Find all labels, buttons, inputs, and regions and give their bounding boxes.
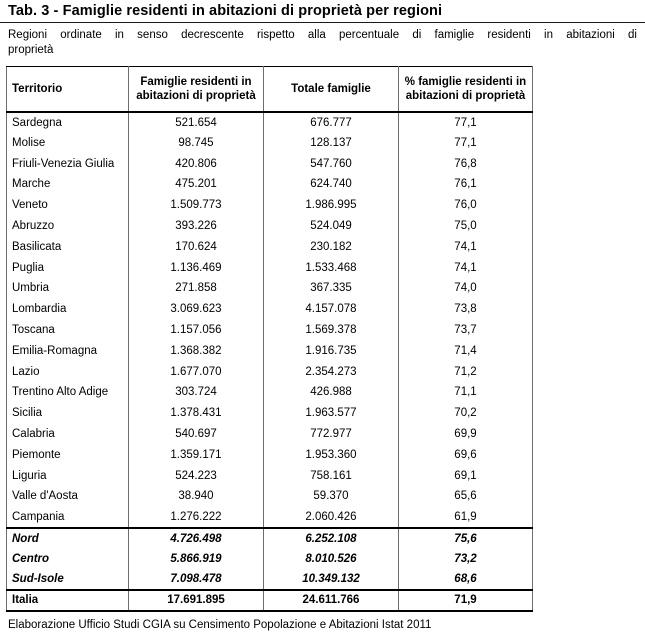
value-cell: 170.624 (129, 236, 264, 257)
territory-cell: Molise (7, 132, 129, 153)
value-cell: 758.161 (264, 465, 399, 486)
value-cell: 68,6 (399, 569, 533, 590)
subtitle (8, 28, 637, 57)
value-cell: 71,2 (399, 361, 533, 382)
header-percentuale: % famiglie residenti in abitazioni di proprietà (399, 67, 533, 112)
value-cell: 426.988 (264, 382, 399, 403)
value-cell: 69,9 (399, 424, 533, 445)
value-cell: 76,8 (399, 153, 533, 174)
value-cell: 5.866.919 (129, 548, 264, 569)
value-cell: 1.378.431 (129, 403, 264, 424)
territory-cell: Abruzzo (7, 216, 129, 237)
value-cell: 24.611.766 (264, 590, 399, 611)
value-cell: 75,0 (399, 216, 533, 237)
territory-cell: Piemonte (7, 444, 129, 465)
header-totale-famiglie: Totale famiglie (264, 67, 399, 112)
value-cell: 1.136.469 (129, 257, 264, 278)
value-cell: 73,7 (399, 320, 533, 341)
value-cell: 624.740 (264, 174, 399, 195)
territory-cell: Marche (7, 174, 129, 195)
value-cell: 71,9 (399, 590, 533, 611)
table-row (7, 548, 533, 569)
footer-note: Elaborazione Ufficio Studi CGIA su Censimento Popolazione e Abitazioni Istat 2011 (8, 618, 432, 631)
value-cell: 2.354.273 (264, 361, 399, 382)
territory-cell: Sardegna (7, 112, 129, 133)
value-cell: 69,6 (399, 444, 533, 465)
table-row (7, 195, 533, 216)
table-row (7, 444, 533, 465)
territory-cell: Friuli-Venezia Giulia (7, 153, 129, 174)
value-cell: 1.916.735 (264, 340, 399, 361)
value-cell: 1.276.222 (129, 507, 264, 528)
value-cell: 1.359.171 (129, 444, 264, 465)
value-cell: 77,1 (399, 132, 533, 153)
territory-cell: Lombardia (7, 299, 129, 320)
value-cell: 77,1 (399, 112, 533, 133)
territory-cell: Lazio (7, 361, 129, 382)
table-row (7, 112, 533, 133)
value-cell: 8.010.526 (264, 548, 399, 569)
value-cell: 420.806 (129, 153, 264, 174)
value-cell: 61,9 (399, 507, 533, 528)
territory-cell: Sud-Isole (7, 569, 129, 590)
data-table (6, 66, 533, 612)
value-cell: 1.963.577 (264, 403, 399, 424)
value-cell: 65,6 (399, 486, 533, 507)
value-cell: 2.060.426 (264, 507, 399, 528)
value-cell: 271.858 (129, 278, 264, 299)
value-cell: 6.252.108 (264, 528, 399, 549)
value-cell: 1.986.995 (264, 195, 399, 216)
table-row (7, 132, 533, 153)
table-row (7, 278, 533, 299)
value-cell: 74,1 (399, 257, 533, 278)
table-row (7, 299, 533, 320)
value-cell: 367.335 (264, 278, 399, 299)
value-cell: 73,2 (399, 548, 533, 569)
header-territorio: Territorio (7, 67, 129, 112)
value-cell: 1.368.382 (129, 340, 264, 361)
table-row (7, 507, 533, 528)
value-cell: 70,2 (399, 403, 533, 424)
table-row (7, 236, 533, 257)
value-cell: 7.098.478 (129, 569, 264, 590)
value-cell: 547.760 (264, 153, 399, 174)
value-cell: 4.157.078 (264, 299, 399, 320)
table-row (7, 153, 533, 174)
value-cell: 1.953.360 (264, 444, 399, 465)
title-rule (0, 0, 645, 23)
value-cell: 76,1 (399, 174, 533, 195)
table-row (7, 590, 533, 611)
territory-cell: Veneto (7, 195, 129, 216)
territory-cell: Valle d'Aosta (7, 486, 129, 507)
table-row (7, 424, 533, 445)
value-cell: 524.049 (264, 216, 399, 237)
table-header (7, 67, 533, 112)
table-row (7, 465, 533, 486)
table-row (7, 403, 533, 424)
value-cell: 98.745 (129, 132, 264, 153)
territory-cell: Nord (7, 528, 129, 549)
table-row (7, 569, 533, 590)
header-famiglie-proprieta: Famiglie residenti in abitazioni di proprietà (129, 67, 264, 112)
territory-cell: Puglia (7, 257, 129, 278)
value-cell: 128.137 (264, 132, 399, 153)
value-cell: 475.201 (129, 174, 264, 195)
value-cell: 676.777 (264, 112, 399, 133)
territory-cell: Umbria (7, 278, 129, 299)
territory-cell: Italia (7, 590, 129, 611)
value-cell: 69,1 (399, 465, 533, 486)
page-title: Tab. 3 - Famiglie residenti in abitazioni di proprietà per regioni (8, 3, 443, 19)
table-row (7, 320, 533, 341)
value-cell: 393.226 (129, 216, 264, 237)
territory-cell: Campania (7, 507, 129, 528)
value-cell: 74,1 (399, 236, 533, 257)
value-cell: 74,0 (399, 278, 533, 299)
territory-cell: Calabria (7, 424, 129, 445)
table-body (7, 112, 533, 611)
value-cell: 71,1 (399, 382, 533, 403)
value-cell: 75,6 (399, 528, 533, 549)
value-cell: 524.223 (129, 465, 264, 486)
value-cell: 1.533.468 (264, 257, 399, 278)
table-row (7, 528, 533, 549)
value-cell: 73,8 (399, 299, 533, 320)
table-row (7, 486, 533, 507)
value-cell: 10.349.132 (264, 569, 399, 590)
value-cell: 71,4 (399, 340, 533, 361)
value-cell: 772.977 (264, 424, 399, 445)
subtitle-line-2: proprietà (8, 43, 54, 56)
header-row (7, 67, 533, 112)
table-row (7, 257, 533, 278)
value-cell: 1.677.070 (129, 361, 264, 382)
value-cell: 76,0 (399, 195, 533, 216)
value-cell: 303.724 (129, 382, 264, 403)
table-row (7, 216, 533, 237)
value-cell: 1.157.056 (129, 320, 264, 341)
table-row (7, 361, 533, 382)
territory-cell: Emilia-Romagna (7, 340, 129, 361)
territory-cell: Toscana (7, 320, 129, 341)
value-cell: 17.691.895 (129, 590, 264, 611)
territory-cell: Centro (7, 548, 129, 569)
value-cell: 59.370 (264, 486, 399, 507)
value-cell: 1.509.773 (129, 195, 264, 216)
subtitle-line-1: Regioni ordinate in senso decrescente rispetto alla percentuale di famiglie residenti in abitazioni di (8, 29, 637, 41)
value-cell: 4.726.498 (129, 528, 264, 549)
value-cell: 1.569.378 (264, 320, 399, 341)
value-cell: 521.654 (129, 112, 264, 133)
value-cell: 3.069.623 (129, 299, 264, 320)
territory-cell: Sicilia (7, 403, 129, 424)
table-row (7, 382, 533, 403)
territory-cell: Basilicata (7, 236, 129, 257)
value-cell: 540.697 (129, 424, 264, 445)
value-cell: 38.940 (129, 486, 264, 507)
table-row (7, 174, 533, 195)
territory-cell: Trentino Alto Adige (7, 382, 129, 403)
table-row (7, 340, 533, 361)
territory-cell: Liguria (7, 465, 129, 486)
value-cell: 230.182 (264, 236, 399, 257)
